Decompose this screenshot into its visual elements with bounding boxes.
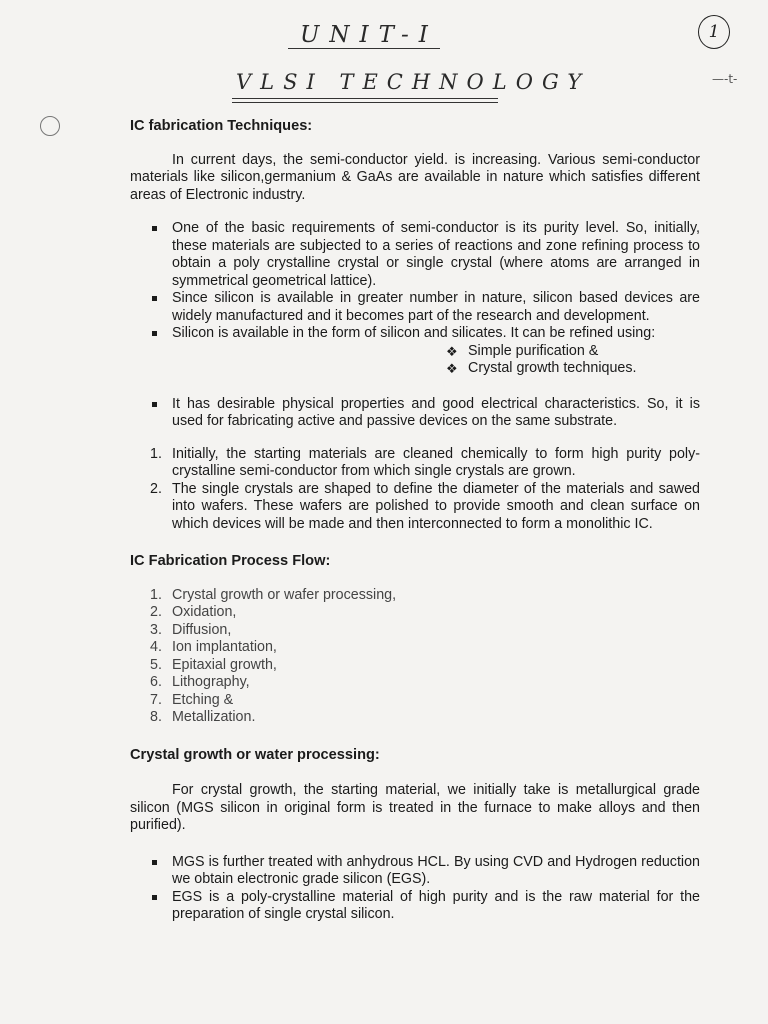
sub-list [130,343,700,378]
section-heading-crystal-growth: Crystal growth or water processing: [130,746,380,763]
crystal-growth-paragraph: For crystal growth, the starting material, we initially take is metallurgical grade silicon (MGS silicon in original form is treated in the furnace to make alloys and then purified). [130,782,700,833]
square-bullet-icon [152,331,157,336]
section-heading-process-flow: IC Fabrication Process Flow: [130,553,331,569]
page-content [130,118,700,924]
list-item: One of the basic requirements of semi-conductor is its purity level. So, initially, these materials are subjected to a series of reactions and zone refining process to obtain a poly crystalline crystal or single crystal (where atoms are arranged in symmetrical geometrical lattice). [130,220,700,290]
process-flow-list [130,587,700,727]
square-bullet-icon [152,226,157,231]
arrow-bullet-icon: ❖ [446,343,458,359]
intro-paragraph: In current days, the semi-conductor yield. is increasing. Various semi-conductor materials like silicon,germanium & GaAs are available in nature which satisfies different areas of Electronic industry. [130,151,700,203]
list-item: 6. Lithography, [150,674,250,690]
list-item: 8. Metallization. [150,709,256,725]
sub-list-item: ❖ Crystal growth techniques. [446,360,637,376]
list-item: 1. Initially, the starting materials are cleaned chemically to form high purity poly-crystalline semi-conductor from which single crystals are grown. [150,445,700,479]
punch-hole-icon [40,116,60,136]
list-item: 7. Etching & [150,691,234,708]
list-item: Silicon is available in the form of silicon and silicates. It can be refined using: [130,325,700,343]
list-item: It has desirable physical properties and good electrical characteristics. So, it is used for fabricating active and passive devices on the same substrate. [130,396,700,431]
arrow-bullet-icon: ❖ [446,361,458,376]
bullet-list-3 [130,854,700,924]
steps-list [130,446,700,534]
list-item: 5. Epitaxial growth, [150,656,277,673]
square-bullet-icon [152,402,157,407]
list-item: 4. Ion implantation, [150,639,277,655]
list-item: Since silicon is available in greater number in nature, silicon based devices are widely manufactured and it becomes part of the research and development. [130,290,700,325]
list-item: MGS is further treated with anhydrous HCL. By using CVD and Hydrogen reduction we obtain electronic grade silicon (EGS). [130,854,700,889]
square-bullet-icon [152,296,157,301]
subject-underline-1 [232,98,498,99]
subject-underline-2 [232,102,498,103]
bullet-list-2 [130,396,700,431]
list-item: 2. The single crystals are shaped to define the diameter of the materials and sawed into wafers. These wafers are polished to provide smooth and clean surface on which devices will be made and then interconnected to form a monolithic IC. [150,480,700,532]
margin-mark: —-t- [712,72,738,86]
sub-list-item: ❖ Simple purification & [446,342,599,359]
page-number-circle: 1 [698,15,730,49]
square-bullet-icon [152,895,157,900]
bullet-list-1 [130,220,700,343]
section-heading-ic-fabrication: IC fabrication Techniques: [130,118,313,134]
unit-title: UNIT-I [300,22,438,48]
unit-underline [288,48,440,49]
list-item: 2. Oxidation, [150,604,237,620]
square-bullet-icon [152,860,157,865]
subject-title: VLSI TECHNOLOGY [236,70,591,94]
list-item: EGS is a poly-crystalline material of high purity and is the raw material for the preparation of single crystal silicon. [130,889,700,924]
list-item: 1. Crystal growth or wafer processing, [150,586,397,603]
list-item: 3. Diffusion, [150,621,232,638]
